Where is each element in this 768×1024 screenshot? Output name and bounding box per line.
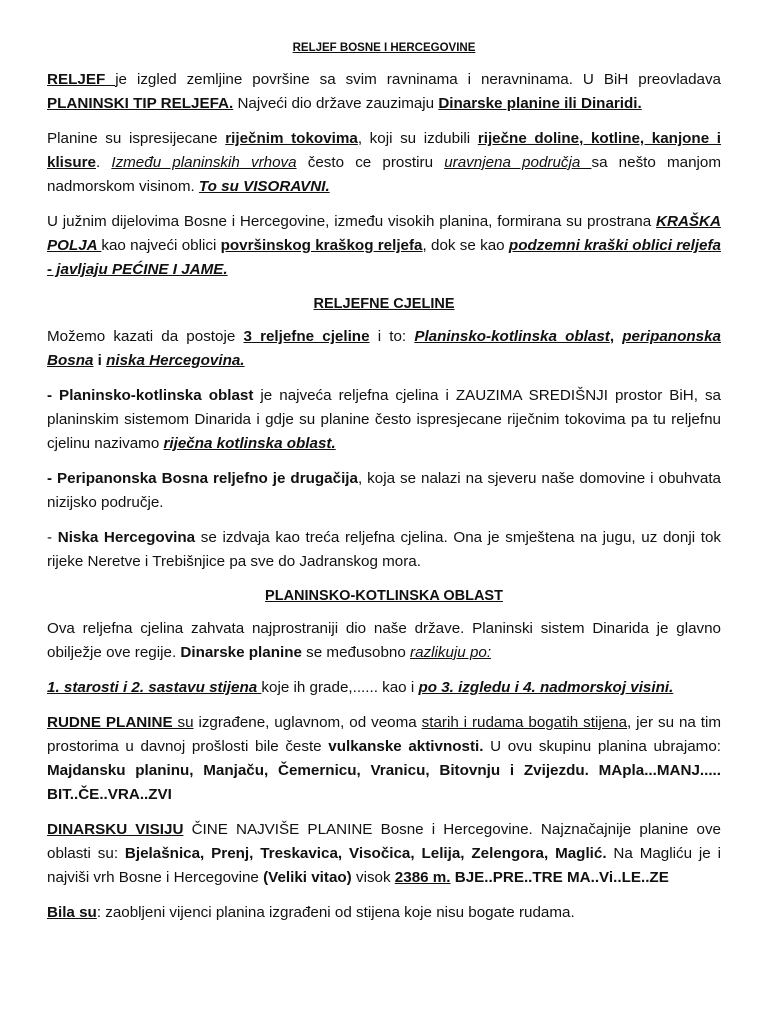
paragraph-dinaridi — [47, 617, 721, 665]
text-run: U ovu skupinu planina ubrajamo: — [483, 738, 721, 755]
paragraph-planinsko-kotlinska — [47, 384, 721, 456]
paragraph-tri-cjeline — [47, 325, 721, 373]
text-run: se međusobno — [301, 644, 411, 661]
text-run: po 3. izgledu i 4. nadmorskoj visini. — [418, 679, 674, 696]
text-run: izgrađene, uglavnom, od veoma — [193, 714, 422, 731]
paragraph-niska-hercegovina — [47, 526, 721, 574]
text-run: PLANINSKI TIP RELJEFA. — [47, 95, 234, 112]
document-page — [47, 40, 721, 936]
text-run: niska Hercegovina. — [106, 352, 245, 369]
text-run: se izdvaja kao treća reljefna cjelina. Ona je smještena na jugu, uz donji tok rijeke Neretve i Trebišnjice pa sve do Jadranskog mora. — [47, 529, 721, 570]
text-run: Možemo kazati da postoje — [47, 328, 244, 345]
text-run: . — [95, 154, 112, 171]
text-run: površinskog kraškog reljefa — [220, 237, 423, 254]
text-run: BJE..PRE..TRE MA..Vi..LE..ZE — [450, 869, 669, 886]
text-run: Niska Hercegovina — [57, 529, 196, 546]
document-title: RELJEF BOSNE I HERCEGOVINE — [292, 42, 476, 54]
text-run: i to: — [369, 328, 415, 345]
paragraph-planine — [47, 127, 721, 199]
paragraph-dinarska-visija — [47, 818, 721, 890]
section-heading-reljefne-cjeline: RELJEFNE CJELINE — [313, 296, 455, 312]
text-run: uravnjena područja — [444, 154, 592, 171]
paragraph-rudne-planine — [47, 711, 721, 807]
text-run: peripanonska Bosna — [47, 328, 721, 369]
text-run: podzemni kraški oblici reljefa - javljaju PEĆINE I JAME. — [47, 237, 721, 278]
text-run: riječna kotlinska oblast. — [163, 435, 336, 452]
paragraph-kraska-polja — [47, 210, 721, 282]
text-run: kao najveći oblici — [101, 237, 221, 254]
text-run: To su VISORAVNI. — [198, 178, 330, 195]
text-run: starih i rudama bogatih stijena — [421, 714, 628, 731]
text-run: razlikuju po: — [410, 644, 492, 661]
text-run: sa nešto manjom nadmorskom visinom. — [47, 154, 721, 195]
text-run: KRAŠKA POLJA — [47, 213, 721, 254]
text-run: (Veliki vitao) — [263, 869, 352, 886]
text-run: Najveći dio države zauzimaju — [233, 95, 439, 112]
paragraph-razlike — [47, 676, 721, 700]
text-run: - — [47, 529, 58, 546]
text-run: i — [93, 352, 107, 369]
text-run: , jer su na tim prostorima u davnoj prošlosti bile česte — [47, 714, 721, 755]
text-run: 1. starosti i 2. sastavu stijena — [47, 679, 262, 696]
text-run: često ce prostiru — [296, 154, 445, 171]
section-heading-planinsko-kotlinska: PLANINSKO-KOTLINSKA OBLAST — [265, 588, 503, 604]
paragraph-reljef-definition — [47, 68, 721, 116]
text-run: Planine su ispresijecane — [47, 130, 226, 147]
text-run: : zaobljeni vijenci planina izgrađeni od stijena koje nisu bogate rudama. — [96, 904, 575, 921]
text-run: - Planinsko-kotlinska oblast — [47, 387, 254, 404]
text-run: U južnim dijelovima Bosne i Hercegovine, između visokih planina, formirana su prostrana — [47, 213, 657, 230]
text-run: Dinarske planine ili Dinaridi. — [438, 95, 642, 112]
text-run: vulkanske aktivnosti. — [328, 738, 484, 755]
text-run: visok — [351, 869, 395, 886]
text-run: , koji su izdubili — [357, 130, 478, 147]
text-run: Dinarske planine — [180, 644, 302, 661]
text-run: RUDNE PLANINE — [47, 714, 178, 731]
text-run: Bjelašnica, Prenj, Treskavica, Visočica, Lelija, Zelengora, Maglić. — [124, 845, 607, 862]
text-run: Na Magliću je i najviši vrh Bosne i Hercegovine — [47, 845, 721, 886]
text-run: 3 reljefne cjeline — [243, 328, 370, 345]
text-run: 2386 m. — [394, 869, 451, 886]
paragraph-peripanonska — [47, 467, 721, 515]
paragraph-bila-su — [47, 901, 721, 925]
text-run: je najveća reljefna cjelina i ZAUZIMA SREDIŠNJI prostor BiH, sa planinskim sistemom Dinarida i gdje su planine često ispresjecane riječnim tokovima pa tu reljefnu cjelinu nazivamo — [47, 387, 721, 452]
text-run: , — [609, 328, 623, 345]
text-run: Bila su — [47, 904, 97, 921]
text-run: Majdansku planinu, Manjaču, Čemernicu, Vranicu, Bitovnju i Zvijezdu. MApla...MANJ..... BIT..ČE..VRA..ZVI — [47, 762, 721, 803]
text-run: - Peripanonska Bosna reljefno je drugačija — [47, 470, 358, 487]
text-run: ČINE NAJVIŠE PLANINE Bosne i Hercegovine. Najznačajnije planine ove oblasti su: — [47, 821, 721, 862]
text-run: koje ih grade,...... kao i — [261, 679, 419, 696]
text-run: riječnim tokovima — [225, 130, 358, 147]
text-run: riječne doline, kotline, kanjone i klisure — [47, 130, 722, 171]
text-run: Između planinskih vrhova — [111, 154, 297, 171]
text-run: Planinsko-kotlinska oblast — [414, 328, 610, 345]
text-run: , dok se kao — [422, 237, 509, 254]
text-run: , koja se nalazi na sjeveru naše domovine i obuhvata nizijsko područje. — [47, 470, 721, 511]
text-run: je izgled zemljine površine sa svim ravninama i neravninama. U BiH preovladava — [115, 71, 721, 88]
text-run: DINARSKU VISIJU — [47, 821, 184, 838]
text-run: su — [177, 714, 194, 731]
text-run: Ova reljefna cjelina zahvata najprostraniji dio naše države. Planinski sistem Dinarida je glavno obilježje ove regije. — [47, 620, 721, 661]
text-run: RELJEF — [47, 71, 116, 88]
